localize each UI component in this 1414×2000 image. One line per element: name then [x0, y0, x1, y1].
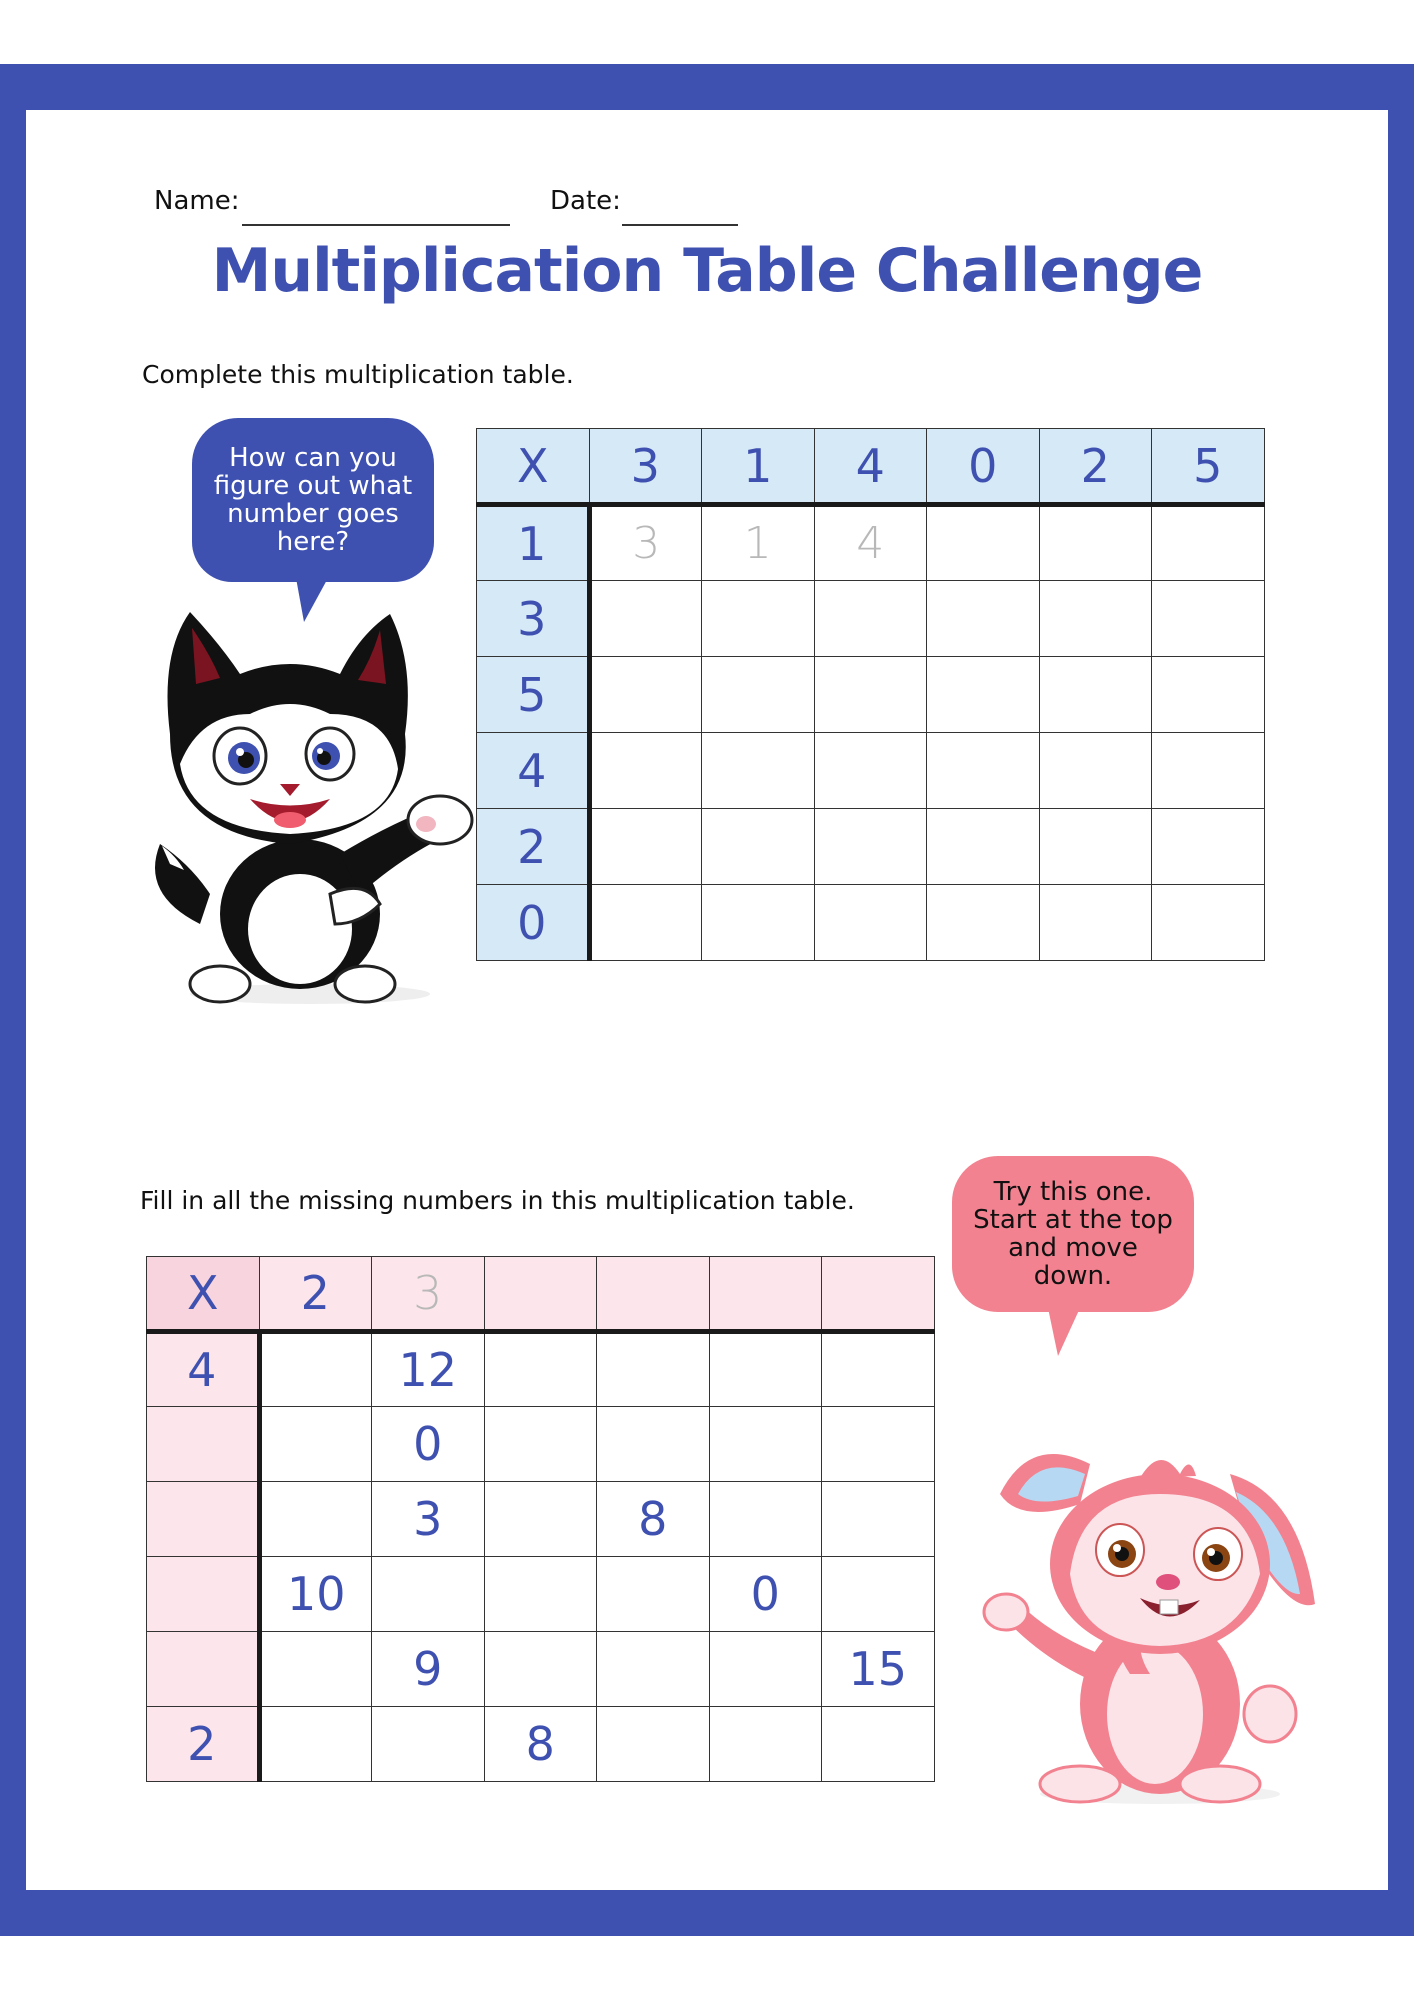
- cat-illustration-icon: [140, 594, 480, 1014]
- table1-cell[interactable]: [1039, 733, 1152, 809]
- table1-cell[interactable]: [1152, 581, 1265, 657]
- table1-row-header: 4: [477, 733, 590, 809]
- table2-cell[interactable]: [259, 1482, 372, 1557]
- bunny-speech-text: Try this one. Start at the top and move down.: [973, 1177, 1173, 1291]
- table2-col-header[interactable]: [597, 1257, 710, 1332]
- table1-cell[interactable]: [927, 733, 1040, 809]
- bunny-speech-bubble: [952, 1156, 1194, 1312]
- table2-cell[interactable]: 8: [484, 1707, 597, 1782]
- table2-cell[interactable]: [822, 1557, 935, 1632]
- table1-cell[interactable]: [1039, 657, 1152, 733]
- table1-col-header: 5: [1152, 429, 1265, 505]
- table2-row-header[interactable]: [147, 1557, 260, 1632]
- table1-cell[interactable]: [927, 885, 1040, 961]
- table2-cell[interactable]: 0: [372, 1407, 485, 1482]
- table2-cell[interactable]: [372, 1707, 485, 1782]
- table-row: [477, 581, 1265, 657]
- table1-cell[interactable]: [927, 657, 1040, 733]
- table2-row-header: 2: [147, 1707, 260, 1782]
- table2-cell[interactable]: [259, 1407, 372, 1482]
- name-field-line[interactable]: [242, 224, 510, 226]
- table1-cell[interactable]: [589, 657, 702, 733]
- table1-cell[interactable]: [702, 657, 815, 733]
- table1-row-header: 1: [477, 505, 590, 581]
- table2-cell[interactable]: 10: [259, 1557, 372, 1632]
- table2-row-header[interactable]: [147, 1632, 260, 1707]
- table2-cell[interactable]: [597, 1557, 710, 1632]
- table1-col-header: 3: [589, 429, 702, 505]
- page-title: Multiplication Table Challenge: [211, 236, 1203, 306]
- table1-col-header: 0: [927, 429, 1040, 505]
- table2-cell[interactable]: [259, 1707, 372, 1782]
- table2-cell[interactable]: [259, 1332, 372, 1407]
- table2-row-header: 4: [147, 1332, 260, 1407]
- table2-cell[interactable]: [822, 1407, 935, 1482]
- table1-cell[interactable]: [589, 733, 702, 809]
- table2-col-header: 2: [259, 1257, 372, 1332]
- table1-cell[interactable]: [702, 885, 815, 961]
- bunny-illustration-icon: [970, 1374, 1330, 1814]
- table1-cell[interactable]: [814, 581, 927, 657]
- table1-cell-traced[interactable]: 3: [589, 505, 702, 581]
- table1-col-header: 4: [814, 429, 927, 505]
- table2-cell[interactable]: [597, 1632, 710, 1707]
- table2-cell[interactable]: [822, 1482, 935, 1557]
- table1-cell[interactable]: [1152, 885, 1265, 961]
- table1-cell[interactable]: [927, 581, 1040, 657]
- table1-cell-traced[interactable]: 4: [814, 505, 927, 581]
- table2-cell[interactable]: [597, 1707, 710, 1782]
- table-row: [477, 809, 1265, 885]
- table2-corner: X: [147, 1257, 260, 1332]
- table1-cell[interactable]: [927, 505, 1040, 581]
- table1-row-header: 5: [477, 657, 590, 733]
- table-row: [147, 1707, 935, 1782]
- table1-col-header: 1: [702, 429, 815, 505]
- table2-cell[interactable]: [822, 1707, 935, 1782]
- table2-cell[interactable]: [822, 1332, 935, 1407]
- table1-cell[interactable]: [1152, 809, 1265, 885]
- table1-cell[interactable]: [814, 885, 927, 961]
- table1-cell[interactable]: [702, 809, 815, 885]
- table2-col-header[interactable]: [822, 1257, 935, 1332]
- table2-cell[interactable]: [484, 1482, 597, 1557]
- table1-cell[interactable]: [1152, 733, 1265, 809]
- section1-instruction: Complete this multiplication table.: [142, 360, 574, 389]
- table1-cell[interactable]: [1152, 657, 1265, 733]
- table1-cell[interactable]: [814, 809, 927, 885]
- table2-cell[interactable]: 0: [709, 1557, 822, 1632]
- table1-cell[interactable]: [814, 733, 927, 809]
- date-field-line[interactable]: [622, 224, 738, 226]
- table1-cell[interactable]: [814, 657, 927, 733]
- table2-cell[interactable]: 9: [372, 1632, 485, 1707]
- section2-instruction: Fill in all the missing numbers in this multiplication table.: [140, 1186, 855, 1215]
- table1-cell[interactable]: [702, 733, 815, 809]
- name-label: Name:: [154, 186, 240, 216]
- table2-cell[interactable]: [597, 1407, 710, 1482]
- cat-speech-bubble: [192, 418, 434, 582]
- multiplication-table-2: [146, 1256, 935, 1782]
- table2-cell[interactable]: 3: [372, 1482, 485, 1557]
- cat-speech-text: How can you figure out what number goes here?: [213, 443, 413, 557]
- table1-cell[interactable]: [1039, 885, 1152, 961]
- table2-cell[interactable]: [484, 1407, 597, 1482]
- table2-row-header[interactable]: [147, 1407, 260, 1482]
- table-row: [477, 505, 1265, 581]
- table-row: [477, 733, 1265, 809]
- table2-row-header[interactable]: [147, 1482, 260, 1557]
- table1-cell-traced[interactable]: 1: [702, 505, 815, 581]
- table2-cell[interactable]: [709, 1407, 822, 1482]
- table1-cell[interactable]: [927, 809, 1040, 885]
- table1-row-header: 2: [477, 809, 590, 885]
- table2-cell[interactable]: [259, 1632, 372, 1707]
- table2-col-header[interactable]: [484, 1257, 597, 1332]
- table2-cell[interactable]: [709, 1332, 822, 1407]
- table1-col-header: 2: [1039, 429, 1152, 505]
- table1-cell[interactable]: [1039, 581, 1152, 657]
- table2-cell[interactable]: [484, 1632, 597, 1707]
- table1-cell[interactable]: [1039, 505, 1152, 581]
- table-row: [477, 885, 1265, 961]
- table2-cell[interactable]: [484, 1332, 597, 1407]
- table2-cell[interactable]: [372, 1557, 485, 1632]
- table2-cell[interactable]: 8: [597, 1482, 710, 1557]
- table-row: [147, 1332, 935, 1407]
- table2-cell[interactable]: [709, 1632, 822, 1707]
- table2-cell[interactable]: [709, 1482, 822, 1557]
- multiplication-table-1: [476, 428, 1265, 961]
- table-row: [147, 1482, 935, 1557]
- table2-cell[interactable]: [484, 1557, 597, 1632]
- table1-cell[interactable]: [1039, 809, 1152, 885]
- table-row: [477, 657, 1265, 733]
- table1-cell[interactable]: [589, 581, 702, 657]
- table1-corner: X: [477, 429, 590, 505]
- table1-row-header: 0: [477, 885, 590, 961]
- table2-cell[interactable]: 15: [822, 1632, 935, 1707]
- table2-col-header-traced: 3: [372, 1257, 485, 1332]
- table-row: [147, 1407, 935, 1482]
- table1-cell[interactable]: [1152, 505, 1265, 581]
- table1-cell[interactable]: [589, 885, 702, 961]
- table2-cell[interactable]: 12: [372, 1332, 485, 1407]
- table-row: [147, 1557, 935, 1632]
- table1-cell[interactable]: [702, 581, 815, 657]
- table-row: [147, 1632, 935, 1707]
- table2-cell[interactable]: [709, 1707, 822, 1782]
- date-label: Date:: [550, 186, 621, 216]
- table2-col-header[interactable]: [709, 1257, 822, 1332]
- table1-cell[interactable]: [589, 809, 702, 885]
- table2-cell[interactable]: [597, 1332, 710, 1407]
- table1-row-header: 3: [477, 581, 590, 657]
